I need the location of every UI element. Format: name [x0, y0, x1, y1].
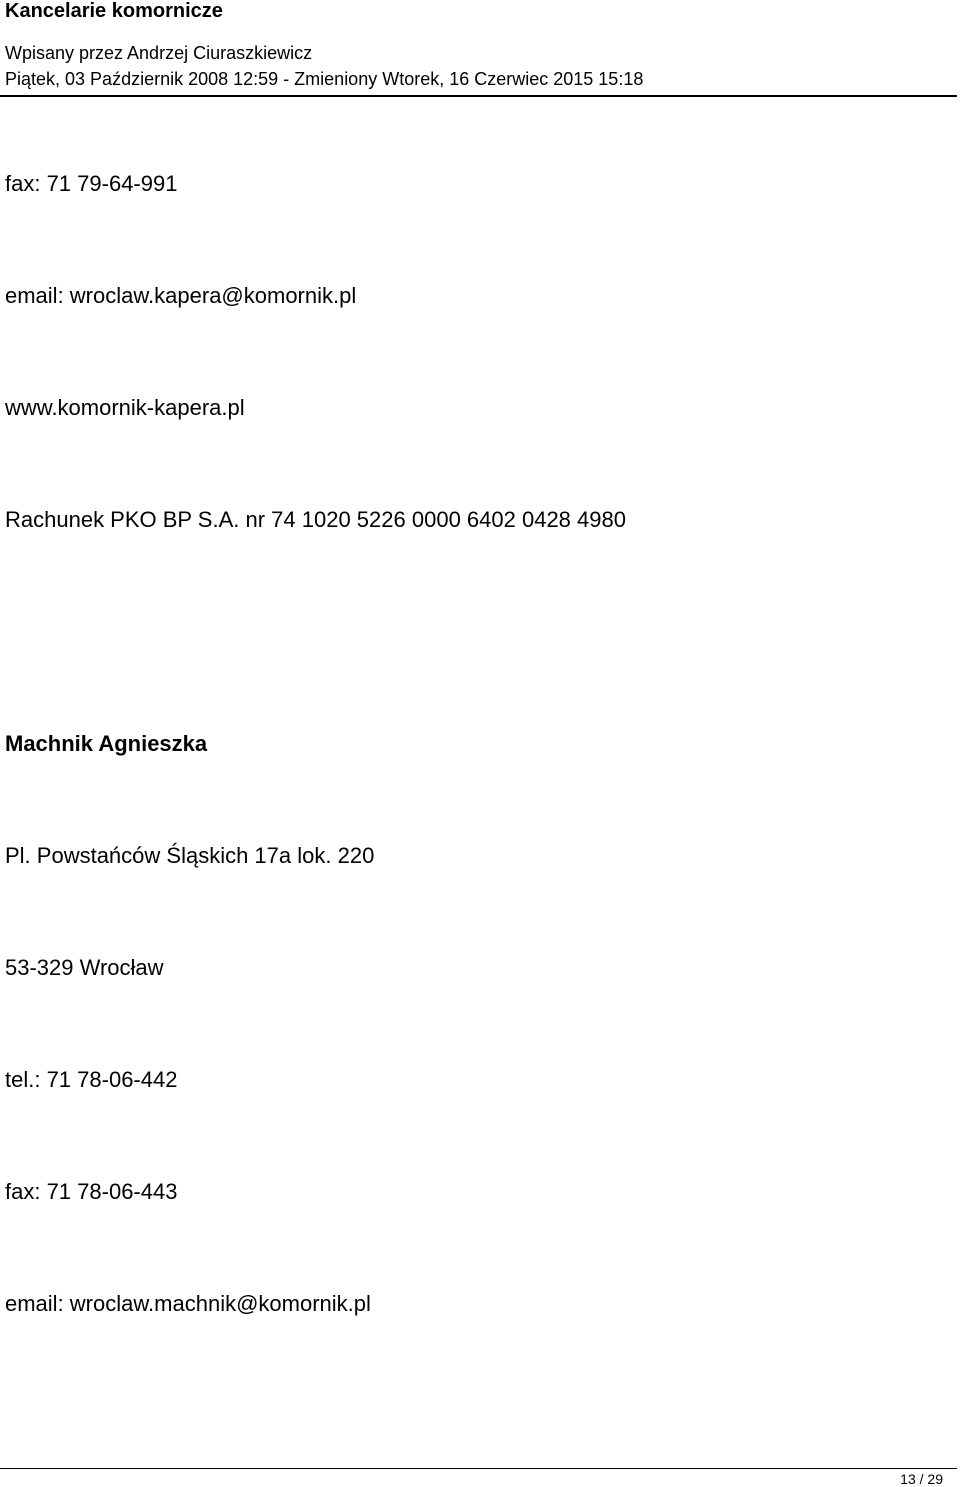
- header-divider: [0, 95, 957, 97]
- dates-line: Piątek, 03 Październik 2008 12:59 - Zmieniony Wtorek, 16 Czerwiec 2015 15:18: [5, 69, 644, 89]
- kapera-fax: fax: 71 79-64-991: [5, 171, 178, 196]
- machnik-address: Pl. Powstańców Śląskich 17a lok. 220: [5, 843, 375, 868]
- page-number: 13 / 29: [900, 1471, 943, 1487]
- kapera-bank-account: Rachunek PKO BP S.A. nr 74 1020 5226 0000 6402 0428 4980: [5, 507, 626, 532]
- author-line: Wpisany przez Andrzej Ciuraszkiewicz: [5, 43, 313, 63]
- machnik-phone: tel.: 71 78-06-442: [5, 1067, 178, 1092]
- machnik-name: Machnik Agnieszka: [5, 731, 208, 756]
- machnik-city: 53-329 Wrocław: [5, 955, 164, 980]
- machnik-email: email: wroclaw.machnik@komornik.pl: [5, 1291, 371, 1316]
- kapera-email: email: wroclaw.kapera@komornik.pl: [5, 283, 357, 308]
- kapera-website: www.komornik-kapera.pl: [5, 395, 245, 420]
- machnik-fax: fax: 71 78-06-443: [5, 1179, 178, 1204]
- page-title: Kancelarie komornicze: [5, 0, 223, 22]
- footer-divider: [0, 1468, 957, 1469]
